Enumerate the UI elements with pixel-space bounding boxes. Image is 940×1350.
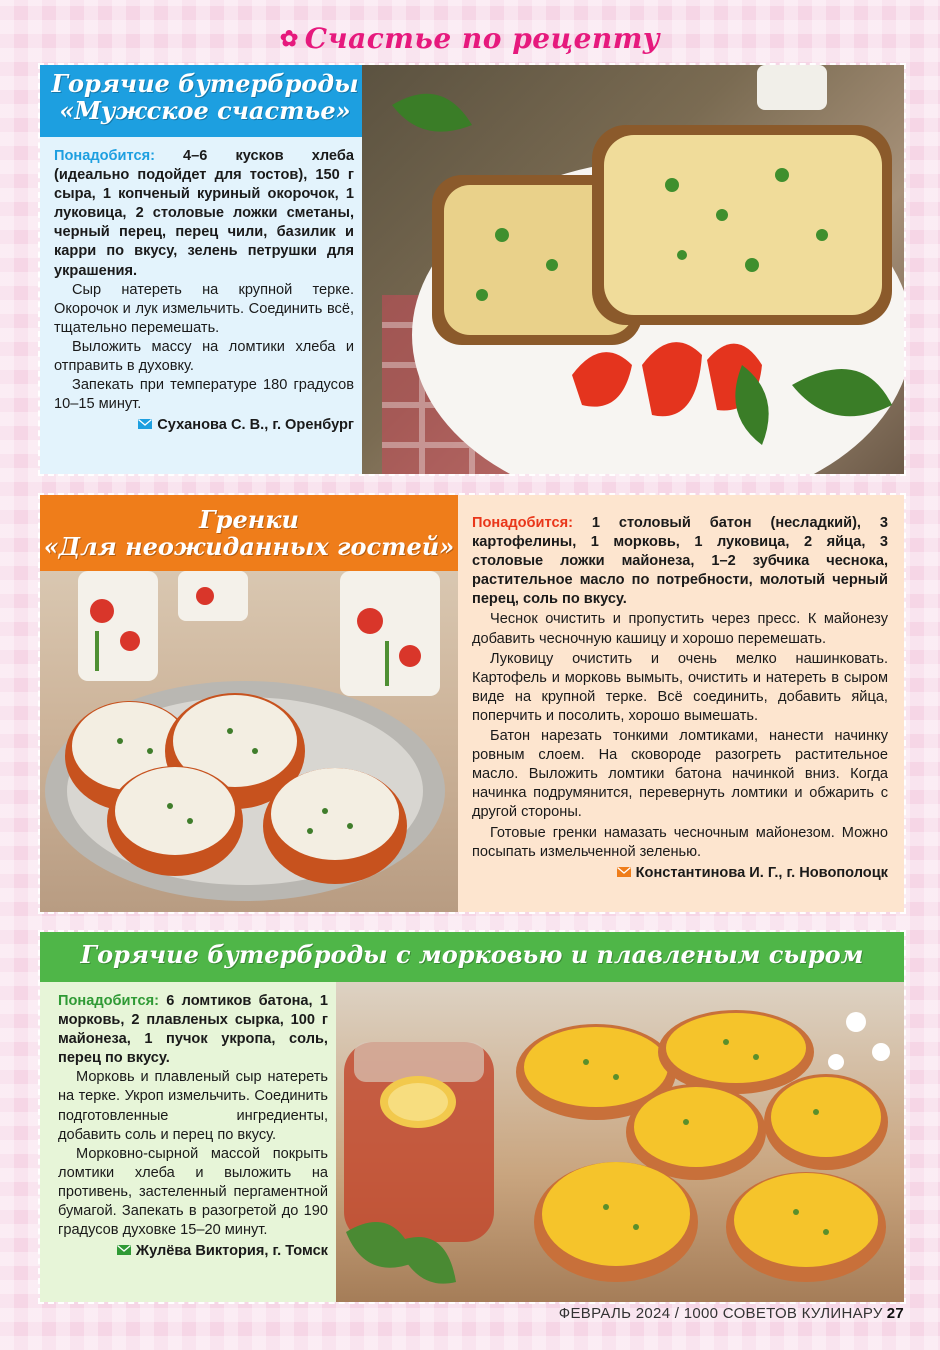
recipe-2-step-4: Готовые гренки намазать чесночным майонезом. Можно посыпать измельченной зеленью. — [472, 824, 888, 860]
recipe-3-step-1: Морковь и плавленый сыр натереть на терке. Укроп измельчить. Соединить подготовленные ингредиенты, добавить соль и перец по вкусу. — [58, 1069, 328, 1143]
needs-text: 4–6 кусков хлеба (идеально подойдет для тостов), 150 г сыра, 1 копченый куриный окорочок, 1 луковица, 2 столовые ложки сметаны, черный перец, перец чили, базилик и карри по вкусу, зелень петрушки для украшения. — [54, 148, 354, 279]
recipe-1-title-line2: «Мужское счастье» — [59, 95, 351, 125]
recipe-3-title — [40, 932, 904, 982]
needs-label: Понадобится: — [54, 148, 155, 164]
author-name: Константинова И. Г., г. Новополоцк — [635, 864, 888, 881]
recipe-3-author — [58, 1242, 328, 1261]
carrot-cheese-photo — [336, 982, 904, 1302]
carrot-cheese-illustration — [336, 982, 904, 1302]
recipe-2-step-1: Чеснок очистить и пропустить через пресс. К майонезу добавить чесночную кашицу и хорошо перемешать. — [472, 611, 888, 647]
croutons-photo — [40, 571, 458, 912]
footer-text: ФЕВРАЛЬ 2024 / 1000 СОВЕТОВ КУЛИНАРУ — [558, 1305, 883, 1322]
recipe-1-step-3: Запекать при температуре 180 градусов 10–15 минут. — [54, 377, 354, 413]
recipe-1 — [38, 63, 906, 476]
page-number: 27 — [886, 1305, 904, 1322]
recipe-2-ingredients — [472, 514, 888, 609]
croutons-illustration — [40, 571, 458, 912]
recipe-1-step-2: Выложить массу на ломтики хлеба и отправить в духовку. — [54, 338, 354, 375]
flower-icon: ✿ — [279, 26, 299, 52]
recipe-2-title — [40, 495, 458, 571]
sandwiches-illustration — [362, 65, 904, 474]
recipe-3-ingredients — [58, 992, 328, 1068]
recipe-2-step-3: Батон нарезать тонкими ломтиками, нанести начинку ровным слоем. На сковороде разогреть растительное масло. Выложить ломтики батона начинкой вниз. Когда начинка подрумянится, перевернуть ломтики и обжарить с другой стороны. — [472, 728, 888, 821]
recipe-1-step-1: Сыр натереть на крупной терке. Окорочок и лук измельчить. Соединить всё, тщательно перемешать. — [54, 281, 354, 336]
recipe-3 — [38, 930, 906, 1304]
recipe-2-title-line1: Гренки — [199, 505, 299, 534]
envelope-icon — [617, 867, 631, 877]
envelope-icon — [138, 419, 152, 429]
recipe-1-title — [40, 65, 370, 137]
page-footer — [559, 1305, 904, 1322]
sandwiches-photo — [362, 65, 904, 474]
recipe-2-author — [472, 864, 888, 883]
recipe-1-author — [54, 416, 354, 435]
envelope-icon — [117, 1245, 131, 1255]
author-name: Жулёва Виктория, г. Томск — [135, 1243, 328, 1260]
header-title: Счастье по рецепту — [304, 22, 661, 55]
page-header — [0, 22, 940, 55]
recipe-1-title-line1: Горячие бутерброды — [51, 69, 359, 98]
recipe-3-step-2: Морковно-сырной массой покрыть ломтики хлеба и выложить на противень, застеленный пергаментной бумагой. Запекать в разогретой до 190 градусов духовке 15–20 минут. — [58, 1145, 328, 1239]
recipe-2-step-2: Луковицу очистить и очень мелко нашинковать. Картофель и морковь вымыть, очистить и натереть в сыром виде на крупной терке. Всё соединить, добавить яйца, поперчить и посолить, хорошо вымешать. — [472, 650, 888, 724]
recipe-3-title-line1: Горячие бутерброды с морковью и плавленым сыром — [80, 940, 864, 969]
recipe-1-ingredients — [54, 147, 354, 281]
recipe-2 — [38, 493, 906, 914]
recipe-2-title-line2: «Для неожиданных гостей» — [43, 531, 455, 561]
recipe-2-text — [458, 495, 904, 912]
needs-text: 6 ломтиков батона, 1 морковь, 2 плавленых сырка, 100 г майонеза, 1 пучок укропа, соль, перец по вкусу. — [58, 993, 328, 1067]
needs-text: 1 столовый батон (несладкий), 3 картофелины, 1 морковь, 1 луковица, 2 яйца, 3 столовые ложки майонеза, 1–2 зубчика чеснока, растительное масло по потребности, молотый черный перец, соль по вкусу. — [472, 515, 888, 608]
needs-label: Понадобится: — [472, 515, 573, 531]
recipe-3-text — [40, 982, 336, 1302]
recipe-1-text — [40, 137, 362, 474]
needs-label: Понадобится: — [58, 993, 159, 1009]
author-name: Суханова С. В., г. Оренбург — [157, 417, 354, 434]
